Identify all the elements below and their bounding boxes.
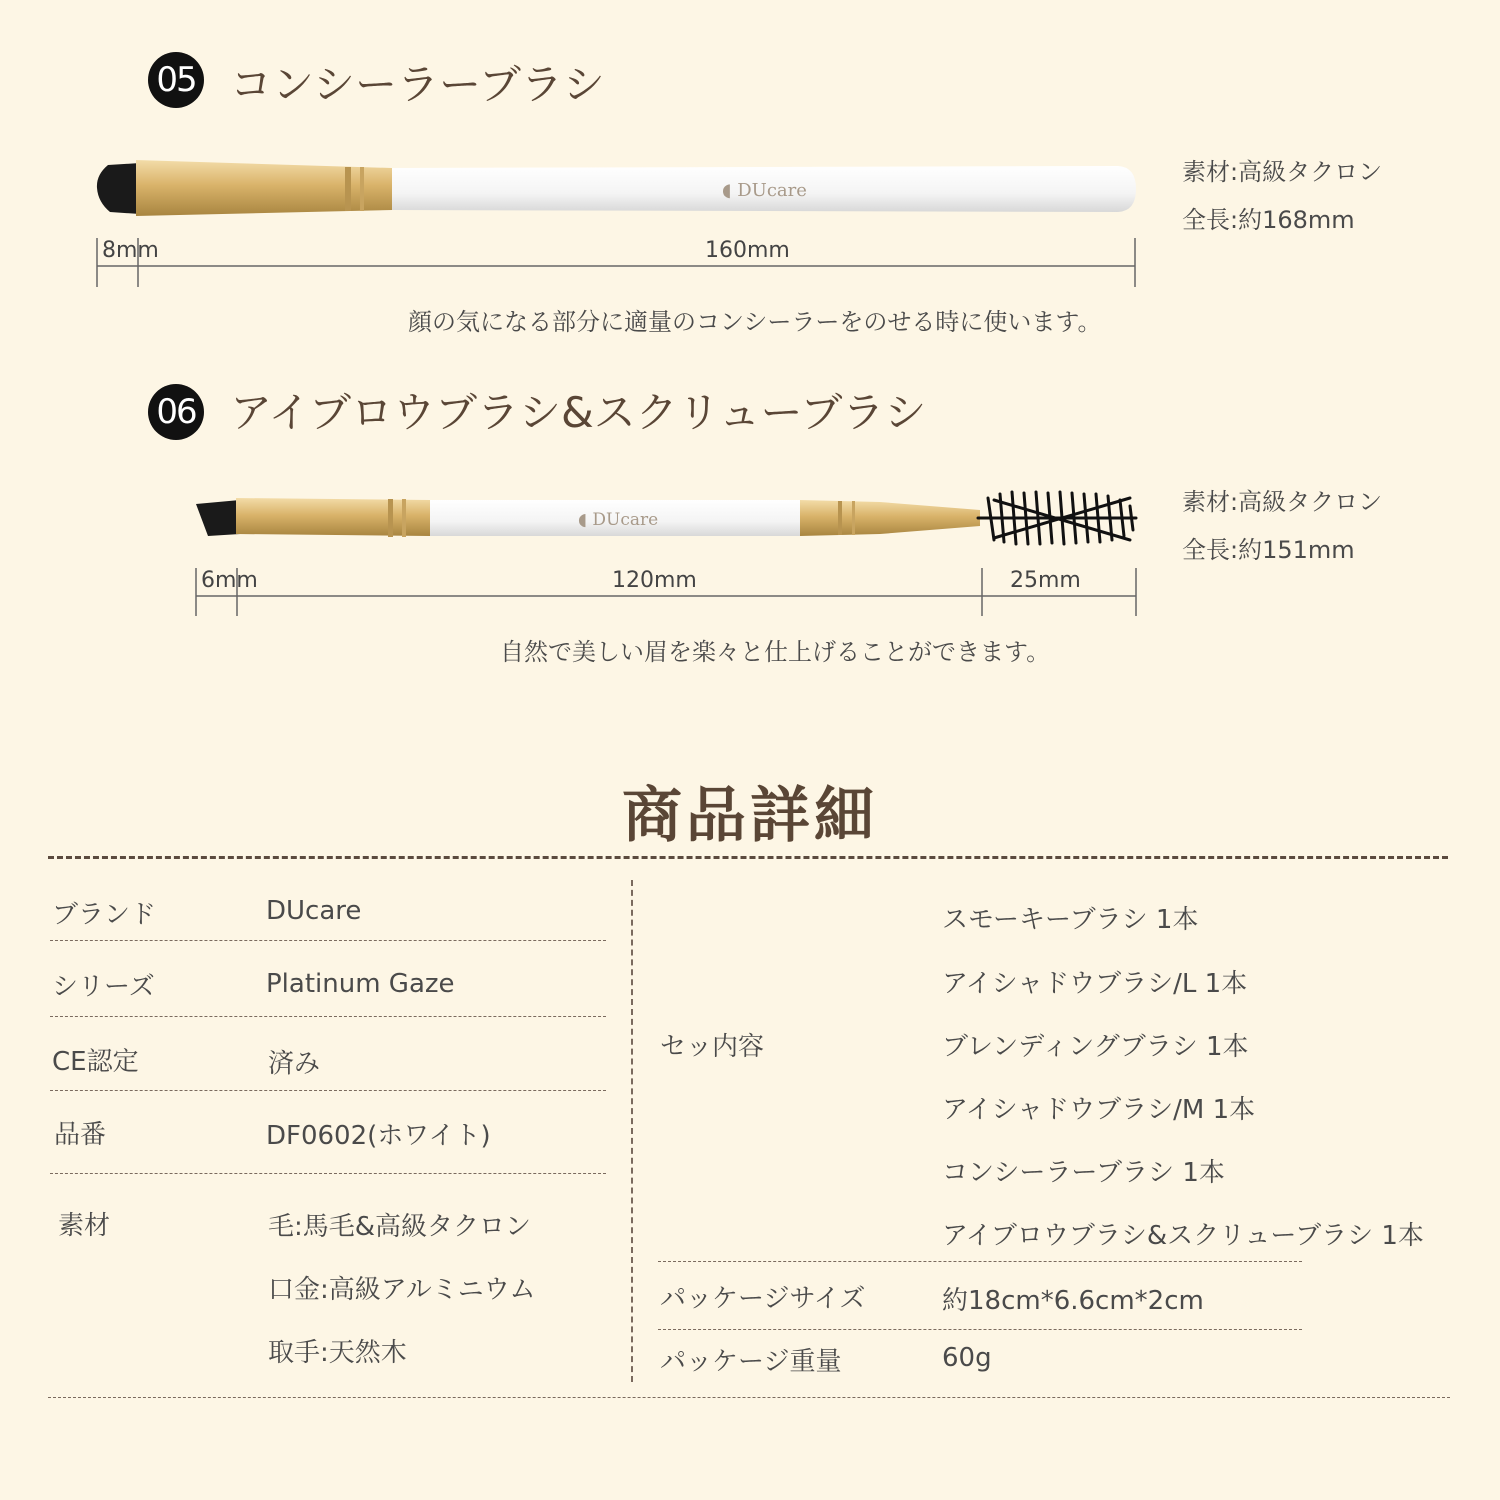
right-ferrule [800,500,980,536]
section-title: コンシーラーブラシ [230,60,605,109]
section-description: 自然で美しい眉を楽々と仕上げることができます。 [500,638,1051,666]
detail-value-package-weight: 60g [942,1343,992,1373]
set-item: アイブロウブラシ&スクリューブラシ 1本 [942,1221,1424,1251]
detail-value-model: DF0602(ホワイト) [266,1121,491,1151]
spec-length: 全長:約151mm [1182,536,1355,564]
handle-brand-text: ◖ DUcare [578,510,659,530]
spec-material: 素材:高級タクロン [1182,488,1383,516]
detail-value-material-bristle: 毛:馬毛&高級タクロン [268,1212,532,1242]
dim-tip-label: 8mm [102,238,159,263]
dim-spoolie-label: 25mm [1010,568,1081,593]
dim-tip-label: 6mm [201,568,258,593]
set-item: アイシャドウブラシ/L 1本 [942,969,1248,999]
detail-label-package-size: パッケージサイズ [660,1284,866,1314]
dim-body-label: 120mm [612,568,697,593]
row-divider [50,1016,606,1017]
detail-label-ce: CE認定 [52,1047,139,1077]
row-divider [50,1090,606,1091]
set-item: コンシーラーブラシ 1本 [942,1158,1225,1188]
detail-label-model: 品番 [54,1120,107,1150]
detail-label-series: シリーズ [52,972,155,1002]
details-column-divider [631,880,633,1382]
set-item: スモーキーブラシ 1本 [942,905,1199,935]
details-top-divider [48,856,1448,859]
detail-label-set: セッ内容 [660,1032,765,1062]
detail-value-ce: 済み [268,1049,321,1079]
row-divider [658,1261,1302,1262]
section-number-badge: 06 [148,384,204,440]
row-divider [50,940,606,941]
details-bottom-divider [48,1397,1450,1398]
handle-brand-text: ◖ DUcare [722,180,807,201]
row-divider [658,1329,1302,1330]
detail-value-package-size: 約18cm*6.6cm*2cm [942,1286,1204,1316]
set-item: ブレンディングブラシ 1本 [942,1032,1249,1062]
detail-value-material-handle: 取手:天然木 [268,1338,407,1368]
spec-material: 素材:高級タクロン [1182,158,1383,186]
detail-value-material-ferrule: 口金:高級アルミニウム [268,1275,536,1305]
section-title: アイブロウブラシ&スクリューブラシ [230,388,927,437]
spoolie-brush [978,492,1136,544]
section-number-badge: 05 [148,52,204,108]
detail-value-brand: DUcare [266,896,362,926]
section-description: 顔の気になる部分に適量のコンシーラーをのせる時に使います。 [408,308,1102,336]
spec-length: 全長:約168mm [1182,206,1355,234]
angled-bristle-tip [196,500,240,536]
left-ferrule [236,498,430,536]
dim-body-label: 160mm [705,238,790,263]
detail-value-series: Platinum Gaze [266,969,455,999]
detail-label-material: 素材 [58,1211,111,1241]
details-heading: 商品詳細 [622,781,878,851]
row-divider [50,1173,606,1174]
detail-label-package-weight: パッケージ重量 [660,1347,842,1377]
detail-label-brand: ブランド [52,900,157,930]
set-item: アイシャドウブラシ/M 1本 [942,1095,1256,1125]
